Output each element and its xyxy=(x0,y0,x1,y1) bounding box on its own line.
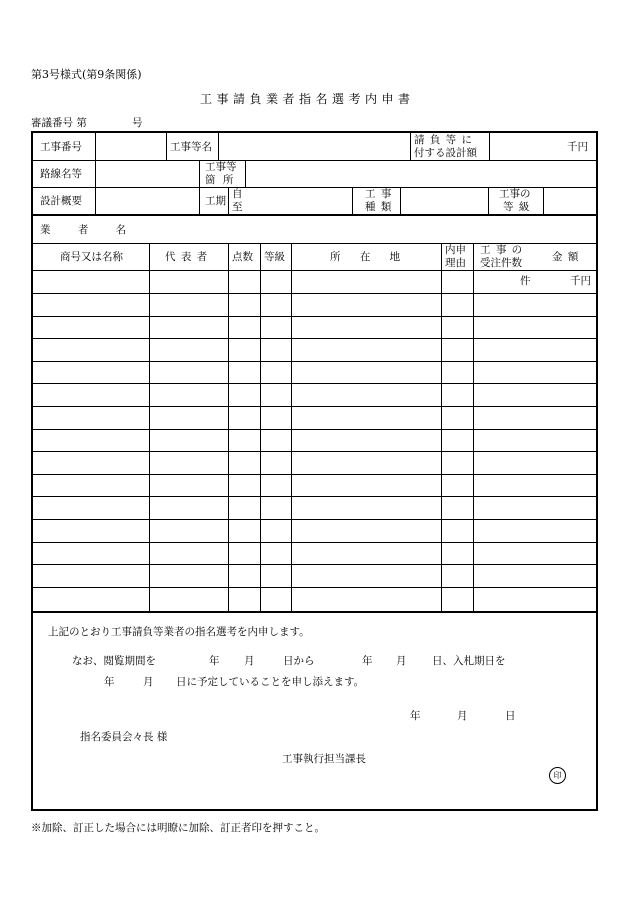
table-column-line xyxy=(441,243,442,611)
table-row-line xyxy=(31,406,598,407)
col-reason-2: 理由 xyxy=(445,257,466,269)
period-month-2: 月 xyxy=(396,655,407,667)
header-vline xyxy=(166,131,167,160)
table-row-line xyxy=(31,451,598,452)
col-points: 点数 xyxy=(232,251,253,263)
header-vline xyxy=(218,131,219,160)
label-shurui-2: 種 類 xyxy=(365,201,393,213)
col-reason-1: 内申 xyxy=(445,244,466,256)
body-divider xyxy=(31,611,598,613)
header-vline xyxy=(543,187,544,214)
header-divider xyxy=(31,214,598,216)
col-orders-2: 受注件数 xyxy=(480,257,522,269)
statement-line3: 日に予定していることを申し添えます。 xyxy=(176,676,365,688)
label-koji-tomei: 工事等名 xyxy=(170,141,212,153)
col-orders-1: 工 事 の xyxy=(480,244,524,256)
table-row-line xyxy=(31,429,598,430)
date-month: 月 xyxy=(457,710,468,722)
table-column-line xyxy=(149,243,150,611)
table-row-line xyxy=(31,519,598,520)
table-column-line xyxy=(473,243,474,611)
header-line xyxy=(31,160,598,161)
period-month-1: 月 xyxy=(244,655,255,667)
col-rep: 代 表 者 xyxy=(165,251,209,263)
table-row-line xyxy=(31,361,598,362)
header-vline xyxy=(400,187,401,214)
header-vline xyxy=(488,187,489,214)
unit-count: 件 xyxy=(520,275,531,287)
label-itaru: 至 xyxy=(232,201,243,213)
vendors-label: 業 者 名 xyxy=(40,224,139,236)
statement-line2-b: 日から xyxy=(283,655,315,667)
review-number-label: 審議番号 第 xyxy=(31,117,87,129)
date-year: 年 xyxy=(410,710,421,722)
label-tokyu-1: 工事の xyxy=(499,188,531,200)
table-row-line xyxy=(31,496,598,497)
label-shurui-1: 工 事 xyxy=(365,188,393,200)
table-row-line xyxy=(31,587,598,588)
table-column-line xyxy=(260,243,261,611)
header-vline xyxy=(410,131,411,160)
table-row-line xyxy=(31,338,598,339)
table-row-line xyxy=(31,474,598,475)
table-column-line xyxy=(228,243,229,611)
statement-line2-a: なお、閲覧期間を xyxy=(72,655,156,667)
table-row-line xyxy=(31,293,598,294)
table-column-line xyxy=(291,243,292,611)
seal-mark: 印 xyxy=(549,767,566,784)
label-koji-bango: 工事番号 xyxy=(40,141,82,153)
label-ukeoi-2: 付する設計額 xyxy=(414,147,477,159)
col-amount: 金 額 xyxy=(552,251,580,263)
bid-month: 月 xyxy=(143,676,154,688)
col-name: 商号又は名称 xyxy=(60,251,123,263)
form-title: 工事請負業者指名選考内申書 xyxy=(200,92,415,106)
label-kasho-1: 工事等 xyxy=(205,161,237,173)
review-number-suffix: 号 xyxy=(132,117,143,129)
bid-year: 年 xyxy=(104,676,115,688)
label-rosen: 路線名等 xyxy=(40,168,82,180)
sender: 工事執行担当課長 xyxy=(282,753,366,765)
form-number: 第3号様式(第9条関係) xyxy=(31,68,142,81)
label-ukeoi-1: 請 負 等 に xyxy=(414,134,474,146)
header-vline xyxy=(199,160,200,214)
header-vline xyxy=(352,187,353,214)
statement-line2-c: 日、入札期日を xyxy=(432,655,506,667)
header-vline xyxy=(95,131,96,214)
label-tokyu-2: 等 級 xyxy=(503,201,531,213)
footnote: ※加除、訂正した場合には明瞭に加除、訂正者印を押すこと。 xyxy=(31,822,325,834)
label-koki: 工期 xyxy=(205,195,226,207)
header-vline xyxy=(245,160,246,187)
table-row-line xyxy=(31,542,598,543)
table-row-line xyxy=(31,383,598,384)
date-day: 日 xyxy=(505,710,516,722)
col-grade: 等級 xyxy=(264,251,285,263)
table-row-line xyxy=(31,564,598,565)
table-row-line xyxy=(31,316,598,317)
columns-header-line xyxy=(31,270,598,271)
label-sekkei: 設計概要 xyxy=(40,195,82,207)
label-kasho-2: 箇 所 xyxy=(205,174,236,186)
label-ji: 自 xyxy=(232,188,243,200)
statement-line1: 上記のとおり工事請負等業者の指名選考を内申します。 xyxy=(48,626,310,638)
period-year-1: 年 xyxy=(209,655,220,667)
period-year-2: 年 xyxy=(362,655,373,667)
unit-amount: 千円 xyxy=(570,275,591,287)
addressee: 指名委員会々長 様 xyxy=(80,731,168,743)
unit-senen: 千円 xyxy=(567,141,588,153)
col-address: 所 在 地 xyxy=(330,251,409,263)
header-vline xyxy=(489,131,490,160)
header-vline xyxy=(228,187,229,214)
